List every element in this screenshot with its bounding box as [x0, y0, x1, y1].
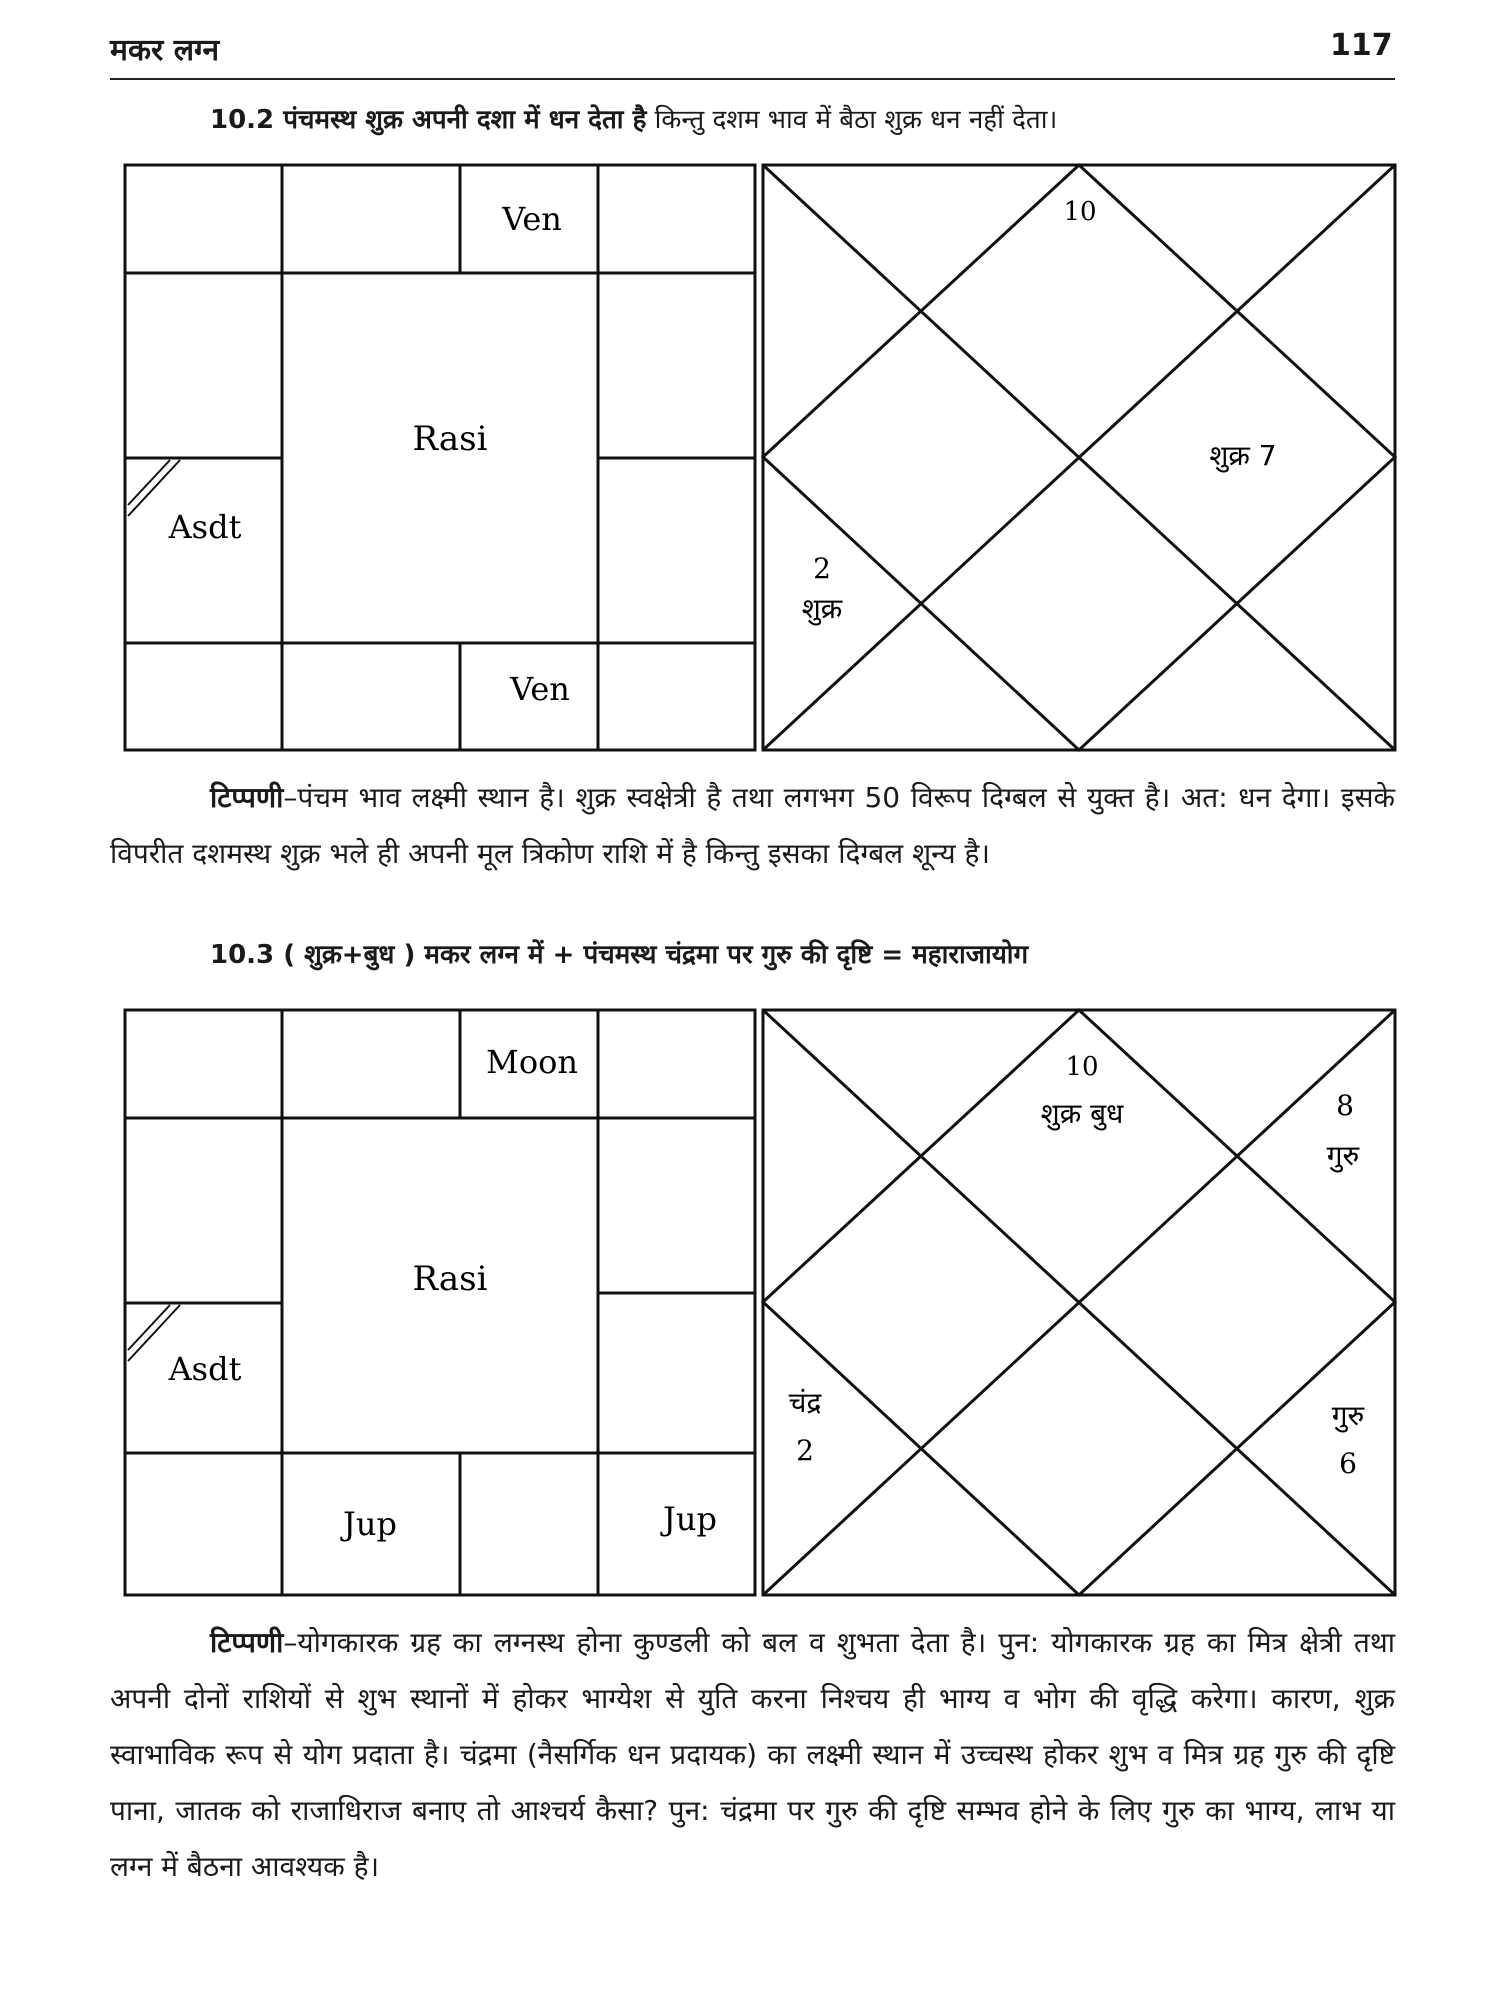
- rasi1-asc-cell: Asdt: [168, 508, 242, 546]
- rasi2-bottom-left-cell: Jup: [343, 1505, 397, 1543]
- rasi2-top-cell: Moon: [486, 1043, 578, 1081]
- rasi2-bottom-right-cell: Jup: [663, 1500, 717, 1538]
- section1-note: [110, 770, 1395, 882]
- rasi2-center-label: Rasi: [412, 1259, 488, 1299]
- diamond1-left-num: 2: [813, 552, 831, 585]
- diamond2-right-top-planet: गुरु: [1326, 1139, 1360, 1172]
- section1-charts: [120, 160, 1400, 755]
- diamond2-left-num: 2: [796, 1434, 814, 1467]
- rasi1-center-label: Rasi: [412, 419, 488, 459]
- section1-note-label: टिप्पणी: [210, 781, 284, 814]
- section2-charts: [120, 1005, 1400, 1600]
- rasi1-bottom-cell: Ven: [510, 670, 570, 708]
- diamond2-right-bottom-num: 6: [1339, 1447, 1357, 1480]
- section1-heading: [210, 100, 1495, 136]
- diamond2-right-top-num: 8: [1336, 1089, 1354, 1122]
- section1-note-text: –पंचम भाव लक्ष्मी स्थान है। शुक्र स्वक्षेत्री है तथा लगभग 50 विरूप दिग्बल से युक्त है। अत: धन देगा। इसके विपरीत दशमस्थ शुक्र भले ही अपनी मूल त्रिकोण राशि में है किन्तु इसका दिग्बल शून्य है।: [110, 781, 1395, 870]
- diamond2-top-planets: शुक्र बुध: [1040, 1097, 1124, 1130]
- section2-note-text: –योगकारक ग्रह का लग्नस्थ होना कुण्डली को बल व शुभता देता है। पुन: योगकारक ग्रह का मित्र क्षेत्री तथा अपनी दोनों राशियों से शुभ स्थानों में होकर भाग्येश से युति करना निश्चय ही भाग्य व भोग की वृद्धि करेगा। कारण, शुक्र स्वाभाविक रूप से योग प्रदाता है। चंद्रमा (नैसर्गिक धन प्रदायक) का लक्ष्मी स्थान में उच्चस्थ होकर शुभ व मित्र ग्रह गुरु की दृष्टि पाना, जातक को राजाधिराज बनाए तो आश्चर्य कैसा? पुन: चंद्रमा पर गुरु की दृष्टि सम्भव होने के लिए गुरु का भाग्य, लाभ या लग्न में बैठना आवश्यक है।: [110, 1626, 1395, 1883]
- section2-note-label: टिप्पणी: [210, 1626, 284, 1659]
- section2-rasi-chart: [125, 1010, 755, 1595]
- diamond2-right-bottom-planet: गुरु: [1331, 1399, 1365, 1432]
- section1-heading-bold: 10.2 पंचमस्थ शुक्र अपनी दशा में धन देता है: [210, 105, 647, 135]
- section2-note: [110, 1615, 1395, 1895]
- rasi2-asc-cell: Asdt: [168, 1350, 242, 1388]
- diamond1-right-house: शुक्र 7: [1209, 439, 1277, 472]
- section1-diamond-chart: [763, 165, 1395, 750]
- header-title: मकर लग्न: [110, 33, 220, 68]
- diamond1-left-planet: शुक्र: [801, 592, 843, 625]
- section2-heading: 10.3 ( शुक्र+बुध ) मकर लग्न में + पंचमस्थ चंद्रमा पर गुरु की दृष्टि = महाराजायोग: [210, 940, 1029, 970]
- diamond2-left-planet: चंद्र: [788, 1386, 822, 1419]
- rasi1-top-cell: Ven: [502, 200, 562, 238]
- diamond1-top-house: 10: [1063, 197, 1097, 227]
- header-divider: [110, 78, 1395, 80]
- page-number: 117: [1330, 28, 1393, 63]
- diamond2-top-house: 10: [1065, 1052, 1099, 1082]
- section1-heading-rest: किन्तु दशम भाव में बैठा शुक्र धन नहीं देता।: [646, 105, 1058, 135]
